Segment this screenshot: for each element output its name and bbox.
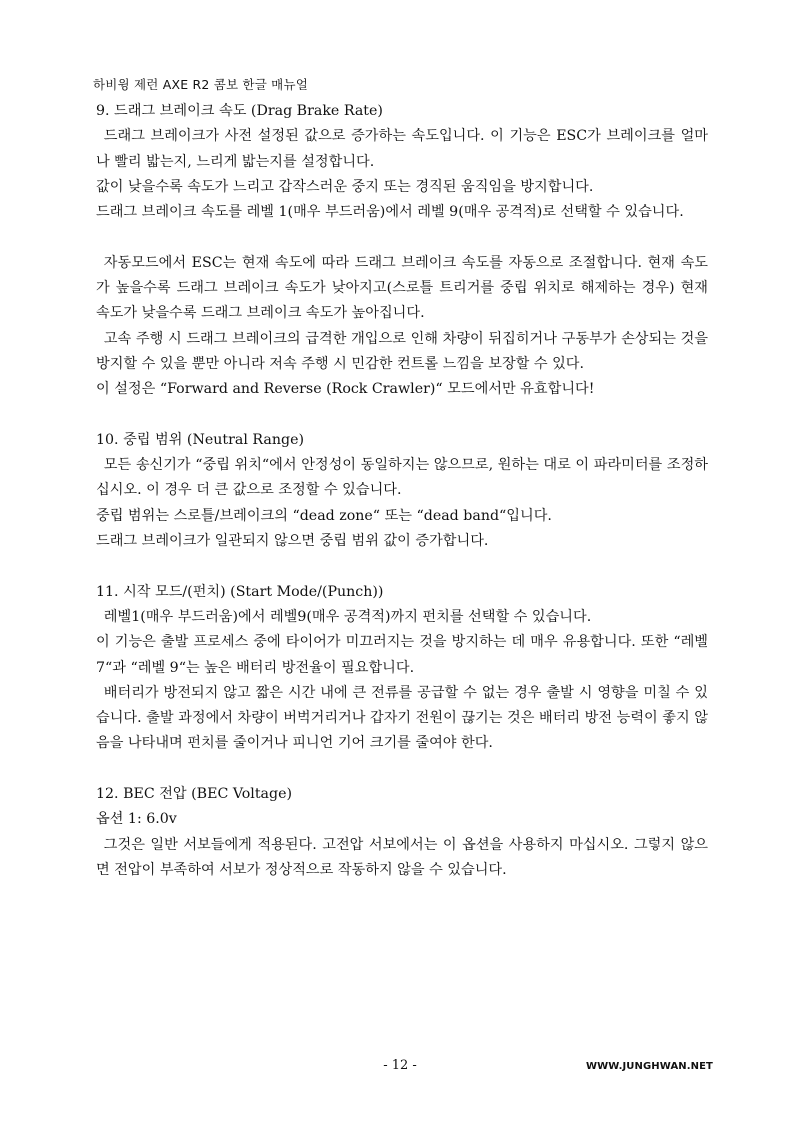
paragraph: 값이 낮을수록 속도가 느리고 갑작스러운 중지 또는 경직된 움직임을 방지합니다. — [96, 178, 594, 195]
paragraph: 자동모드에서 ESC는 현재 속도에 따라 드래그 브레이크 속도를 자동으로 조절합니다. 현재 속도가 높을수록 드래그 브레이크 속도가 낮아지고(스로틀 트리거를 중립 위치로 해제하는 경우) 현재 속도가 낮을수록 드래그 브레이크 속도가 높아집니다. — [96, 254, 708, 322]
section-heading: 11. 시작 모드/(펀치) (Start Mode/(Punch)) — [96, 583, 384, 600]
section-neutral-range — [96, 428, 708, 554]
paragraph: 이 기능은 출발 프로세스 중에 타이어가 미끄러지는 것을 방지하는 데 매우 유용합니다. 또한 “레벨 7“과 “레벨 9“는 높은 배터리 방전율이 필요합니다. — [96, 634, 708, 676]
section-bec-voltage — [96, 782, 708, 883]
paragraph: 그것은 일반 서보들에게 적용된다. 고전압 서보에서는 이 옵션을 사용하지 마십시오. 그렇지 않으면 전압이 부족하여 서보가 정상적으로 작동하지 않을 수 있습니다. — [96, 836, 708, 878]
section-heading: 10. 중립 범위 (Neutral Range) — [96, 431, 305, 448]
paragraph: 드래그 브레이크 속도를 레벨 1(매우 부드러움)에서 레벨 9(매우 공격적)로 선택할 수 있습니다. — [96, 204, 684, 221]
paragraph: 드래그 브레이크가 일관되지 않으면 중립 범위 값이 증가합니다. — [96, 533, 489, 550]
website-url: WWW.JUNGHWAN.NET — [586, 1061, 713, 1072]
page-number: - 12 - — [383, 1058, 417, 1073]
section-start-mode-punch — [96, 580, 708, 757]
section-heading: 12. BEC 전압 (BEC Voltage) — [96, 786, 293, 803]
paragraph: 배터리가 방전되지 않고 짧은 시간 내에 큰 전류를 공급할 수 없는 경우 출발 시 영향을 미칠 수 있습니다. 출발 과정에서 차량이 버벅거리거나 갑자기 전원이 끊기는 것은 배터리 방전 능력이 좋지 않음을 나타내며 펀치를 줄이거나 피니언 기어 크기를 줄여야 한다. — [96, 684, 708, 752]
paragraph: 레벨1(매우 부드러움)에서 레벨9(매우 공격적)까지 펀치를 선택할 수 있습니다. — [103, 608, 592, 625]
section-heading: 9. 드래그 브레이크 속도 (Drag Brake Rate) — [96, 103, 383, 119]
section-drag-brake-rate — [96, 99, 708, 403]
blank-line — [96, 225, 708, 250]
paragraph: 이 설정은 “Forward and Reverse (Rock Crawler)“ 모드에서만 유효합니다! — [96, 381, 595, 398]
document-header: 하비윙 제런 AXE R2 콤보 한글 매뉴얼 — [93, 77, 308, 92]
paragraph: 모든 송신기가 “중립 위치“에서 안정성이 동일하지는 않으므로, 원하는 대로 이 파라미터를 조정하십시오. 이 경우 더 큰 값으로 조정할 수 있습니다. — [96, 457, 708, 499]
paragraph: 고속 주행 시 드래그 브레이크의 급격한 개입으로 인해 차량이 뒤집히거나 구동부가 손상되는 것을 방지할 수 있을 뿐만 아니라 저속 주행 시 민감한 컨트롤 느낌을 보장할 수 있다. — [96, 330, 708, 372]
paragraph: 중립 범위는 스로틀/브레이크의 “dead zone“ 또는 “dead band“입니다. — [96, 507, 552, 524]
paragraph: 드래그 브레이크가 사전 설정된 값으로 증가하는 속도입니다. 이 기능은 ESC가 브레이크를 얼마나 빨리 밟는지, 느리게 밟는지를 설정합니다. — [96, 128, 708, 170]
option-label: 옵션 1: 6.0v — [96, 811, 177, 828]
document-body — [96, 99, 708, 883]
